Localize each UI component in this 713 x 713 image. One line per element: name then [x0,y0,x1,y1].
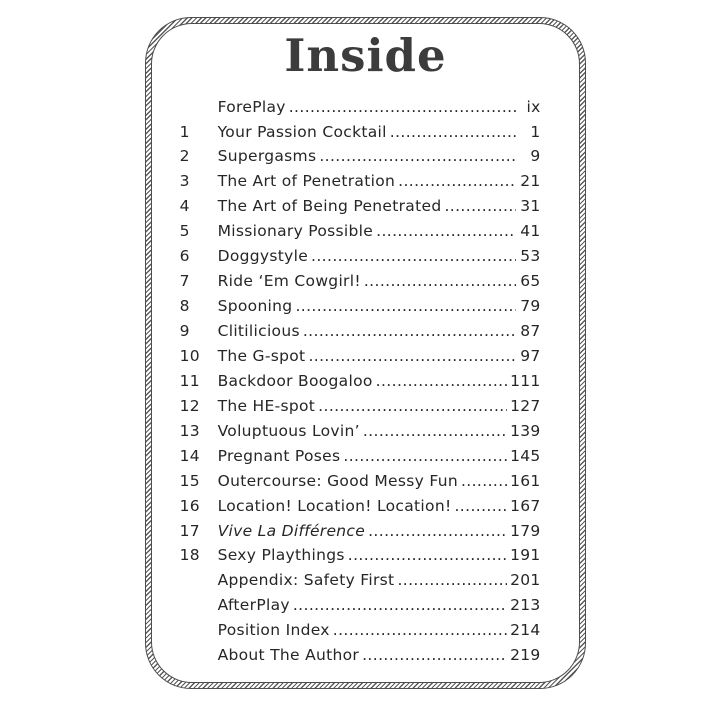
chapter-title: AfterPlay [217,596,290,615]
chapter-number: 7 [179,272,190,291]
chapter-number: 17 [179,521,200,540]
table-of-contents [180,95,541,669]
chapter-title: Outercourse: Good Messy Fun [217,471,458,490]
page-number: 161 [510,471,541,490]
chapter-number [180,618,218,643]
toc-row [180,169,541,194]
dot-leader [363,419,507,444]
dot-leader [308,344,515,369]
toc-row [180,219,541,244]
dot-leader [454,494,507,519]
page-number: 191 [510,546,541,565]
chapter-title: Location! Location! Location! [217,496,452,515]
page-number: 179 [510,521,541,540]
chapter-title: Missionary Possible [217,222,374,241]
page-number: 139 [510,421,541,440]
page-number: 65 [520,272,541,291]
page-number: 127 [510,396,541,415]
chapter-number: 18 [179,546,200,565]
chapter-title: Ride ‘Em Cowgirl! [217,272,361,291]
toc-row [180,95,541,120]
chapter-number [180,95,218,120]
toc-row [180,494,541,519]
dot-leader [461,469,507,494]
toc-row [180,120,541,145]
chapter-number: 8 [179,297,190,316]
toc-row [180,144,541,169]
dot-leader [390,120,516,145]
chapter-number: 14 [179,446,200,465]
chapter-number: 9 [179,322,190,341]
chapter-number: 3 [179,172,190,191]
chapter-title: Pregnant Poses [217,446,341,465]
toc-row [180,519,541,544]
page-number: 53 [520,247,541,266]
chapter-number: 15 [179,471,200,490]
chapter-number: 5 [179,222,190,241]
page-number: 41 [520,222,541,241]
page-number: 167 [510,496,541,515]
toc-row [180,444,541,469]
chapter-title: Spooning [217,297,293,316]
chapter-number [180,593,218,618]
chapter-title: Supergasms [217,147,317,166]
chapter-number [180,568,218,593]
page-number: 214 [510,621,541,640]
dot-leader [376,219,515,244]
toc-row [180,469,541,494]
chapter-number [180,643,218,668]
toc-row [180,369,541,394]
dot-leader [348,543,507,568]
chapter-number: 13 [179,421,200,440]
page-number: 201 [510,571,541,590]
chapter-number: 1 [179,122,190,141]
chapter-title: Appendix: Safety First [217,571,395,590]
dot-leader [289,95,516,120]
dot-leader [343,444,507,469]
dot-leader [303,319,516,344]
page-number: 111 [510,371,541,390]
page-number: 31 [520,197,541,216]
chapter-title: Position Index [217,621,330,640]
page-number: 1 [530,122,541,141]
chapter-title: The Art of Being Penetrated [217,197,442,216]
dot-leader [398,169,515,194]
chapter-title: Doggystyle [217,247,309,266]
dot-leader [362,643,507,668]
dot-leader [295,294,515,319]
toc-row [180,269,541,294]
page-number: 21 [520,172,541,191]
rope-border [145,17,586,689]
page-number: 145 [510,446,541,465]
toc-row [180,568,541,593]
toc-row [180,543,541,568]
chapter-title: Voluptuous Lovin’ [217,421,360,440]
chapter-number: 12 [179,396,200,415]
toc-row [180,394,541,419]
toc-row [180,344,541,369]
chapter-number: 4 [179,197,190,216]
toc-row [180,643,541,668]
chapter-title: The Art of Penetration [217,172,396,191]
chapter-number: 16 [179,496,200,515]
chapter-title: Vive La Différence [217,521,366,540]
chapter-title: Backdoor Boogaloo [217,371,373,390]
page-number: ix [526,97,541,116]
toc-row [180,618,541,643]
toc-row [180,419,541,444]
dot-leader [333,618,507,643]
page-title: Inside [284,28,447,82]
toc-row [180,593,541,618]
page-number: 79 [520,297,541,316]
chapter-title: ForePlay [217,97,286,116]
page-number: 9 [530,147,541,166]
toc-row [180,319,541,344]
chapter-title: Your Passion Cocktail [217,122,387,141]
toc-row [180,294,541,319]
page-number: 87 [520,322,541,341]
chapter-title: The G-spot [217,346,306,365]
chapter-number: 6 [179,247,190,266]
page-number: 219 [510,646,541,665]
dot-leader [319,144,515,169]
page-number: 213 [510,596,541,615]
dot-leader [368,519,507,544]
dot-leader [444,194,515,219]
page-inner [151,23,581,684]
toc-row [180,194,541,219]
chapter-title: The HE-spot [217,396,316,415]
chapter-number: 11 [179,371,200,390]
page-number: 97 [520,346,541,365]
dot-leader [293,593,507,618]
chapter-title: Sexy Playthings [217,546,345,565]
chapter-number: 2 [179,147,190,166]
chapter-number: 10 [179,346,200,365]
dot-leader [364,269,516,294]
dot-leader [318,394,507,419]
dot-leader [311,244,516,269]
dot-leader [397,568,507,593]
dot-leader [376,369,507,394]
toc-row [180,244,541,269]
chapter-title: About The Author [217,646,360,665]
chapter-title: Clitilicious [217,322,300,341]
